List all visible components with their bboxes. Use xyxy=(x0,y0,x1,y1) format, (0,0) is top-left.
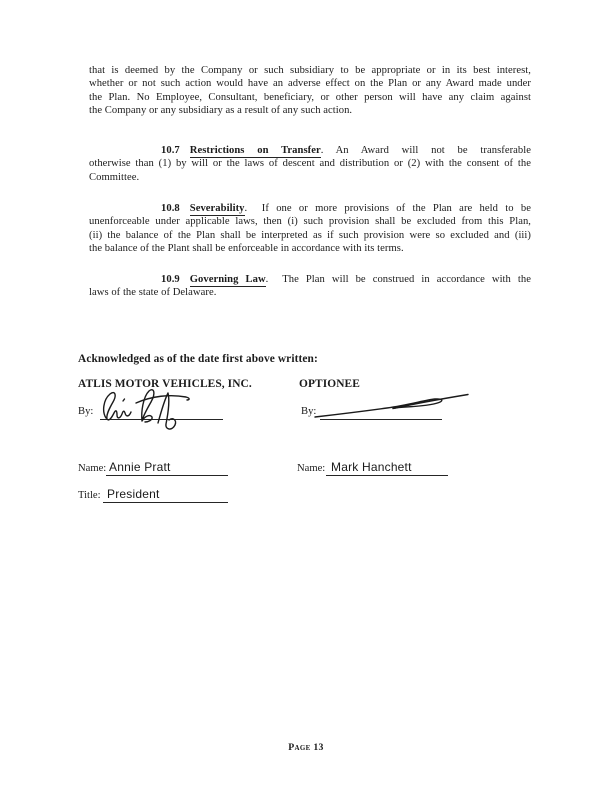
paragraph-continuation xyxy=(89,64,531,117)
by-label-right: By: xyxy=(301,406,317,417)
text-line: the Plan. No Employee, Consultant, beneficiary, or other person will have any claim against xyxy=(89,91,531,103)
text-line: whether or not such action would have an adverse effect on the Plan or any Award made under xyxy=(89,78,531,90)
acknowledgment-intro: Acknowledged as of the date first above written: xyxy=(78,353,318,365)
page-number: Page 13 xyxy=(288,742,324,753)
text-line: Committee. xyxy=(89,171,140,183)
section-number: 10.9 xyxy=(161,274,180,285)
section-text: . If one or more provisions of the Plan are held to be xyxy=(244,203,531,214)
text-line: the Company or any subsidiary as a result of any such action. xyxy=(89,104,353,116)
section-heading: Severability xyxy=(189,203,245,214)
section-text: . The Plan will be construed in accordance with the xyxy=(265,274,532,285)
text-line xyxy=(89,144,531,157)
name-label-left: Name: xyxy=(78,463,107,474)
text-line: (ii) the balance of the Plan shall be interpreted as if such provision were so excluded and (iii) xyxy=(89,229,531,241)
section-heading: Restrictions on Transfer xyxy=(189,145,321,156)
name-line-left xyxy=(106,475,228,476)
text-line: the balance of the Plant shall be enforceable in accordance with its terms. xyxy=(89,242,404,254)
title-line-left xyxy=(103,502,228,503)
name-value-left: Annie Pratt xyxy=(109,460,171,474)
text-line: laws of the state of Delaware. xyxy=(89,287,217,299)
name-label-right: Name: xyxy=(297,463,326,474)
section-number: 10.8 xyxy=(161,203,180,214)
text-line xyxy=(89,273,531,286)
text-line: unenforceable under applicable laws, then (i) such provision shall be excluded from this Plan, xyxy=(89,216,531,228)
mark-hanchett-signature xyxy=(313,392,473,420)
section-10-9 xyxy=(89,273,531,300)
name-line-right xyxy=(326,475,448,476)
company-name-right: OPTIONEE xyxy=(299,378,360,390)
section-10-8 xyxy=(89,202,531,255)
name-value-right: Mark Hanchett xyxy=(331,460,412,474)
text-line: otherwise than (1) by will or the laws of descent and distribution or (2) with the consent of the xyxy=(89,158,531,170)
section-number: 10.7 xyxy=(161,145,180,156)
section-heading: Governing Law xyxy=(189,274,266,285)
section-10-7 xyxy=(89,144,531,184)
section-text: . An Award will not be transferable xyxy=(320,145,531,156)
title-label-left: Title: xyxy=(78,490,101,501)
text-line xyxy=(89,202,531,215)
company-name-left: ATLIS MOTOR VEHICLES, INC. xyxy=(78,378,252,390)
text-line: that is deemed by the Company or such subsidiary to be appropriate or in its best interest, xyxy=(89,65,531,76)
annie-pratt-signature xyxy=(98,386,202,430)
title-value-left: President xyxy=(107,487,160,501)
by-label-left: By: xyxy=(78,406,94,417)
